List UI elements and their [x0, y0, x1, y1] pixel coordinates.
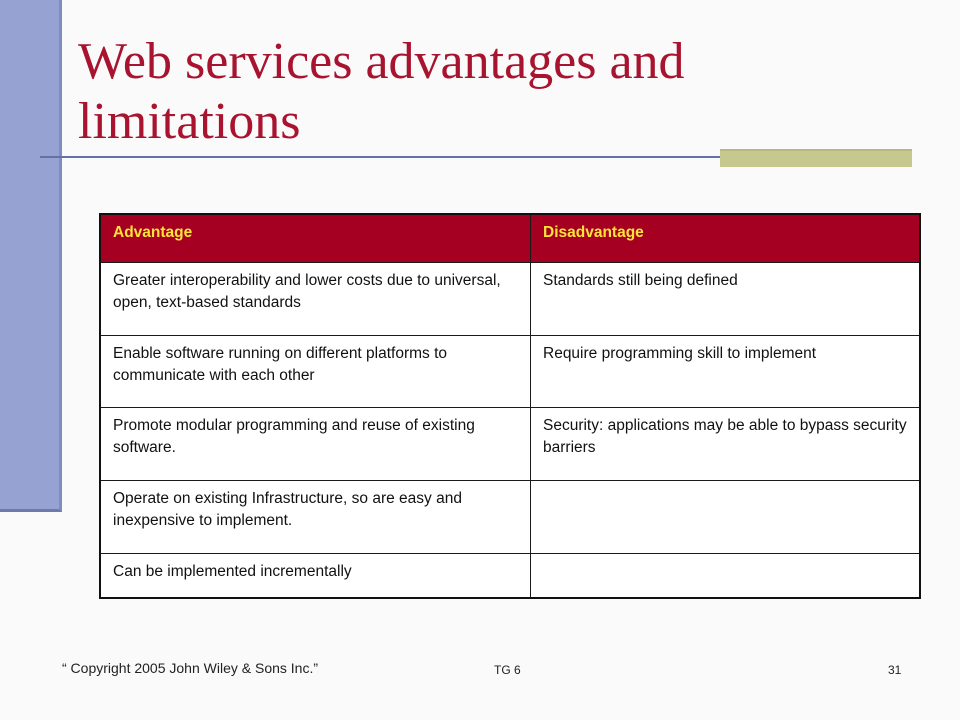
disadvantage-cell	[531, 481, 921, 554]
advantages-table	[100, 214, 921, 598]
header-advantage: Advantage	[101, 215, 531, 263]
table-header-row	[101, 215, 921, 263]
disadvantage-cell: Security: applications may be able to bypass security barriers	[531, 408, 921, 481]
advantage-cell: Enable software running on different platforms to communicate with each other	[101, 335, 531, 408]
advantage-cell: Greater interoperability and lower costs due to universal, open, text-based standards	[101, 263, 531, 336]
footer-copyright: “ Copyright 2005 John Wiley & Sons Inc.”	[62, 660, 319, 676]
advantage-cell: Can be implemented incrementally	[101, 553, 531, 597]
left-decorative-bar	[0, 0, 62, 512]
table-row	[101, 481, 921, 554]
slide-title: Web services advantages and limitations	[78, 33, 685, 150]
table-row	[101, 408, 921, 481]
table-row	[101, 553, 921, 597]
disadvantage-cell	[531, 553, 921, 597]
disadvantage-cell: Require programming skill to implement	[531, 335, 921, 408]
table-row	[101, 335, 921, 408]
header-disadvantage: Disadvantage	[531, 215, 921, 263]
page-number: 31	[888, 663, 902, 677]
footer-chapter-label: TG 6	[494, 663, 521, 677]
advantage-cell: Promote modular programming and reuse of existing software.	[101, 408, 531, 481]
title-accent-bar	[720, 149, 912, 167]
disadvantage-cell: Standards still being defined	[531, 263, 921, 336]
table-row	[101, 263, 921, 336]
advantage-cell: Operate on existing Infrastructure, so are easy and inexpensive to implement.	[101, 481, 531, 554]
